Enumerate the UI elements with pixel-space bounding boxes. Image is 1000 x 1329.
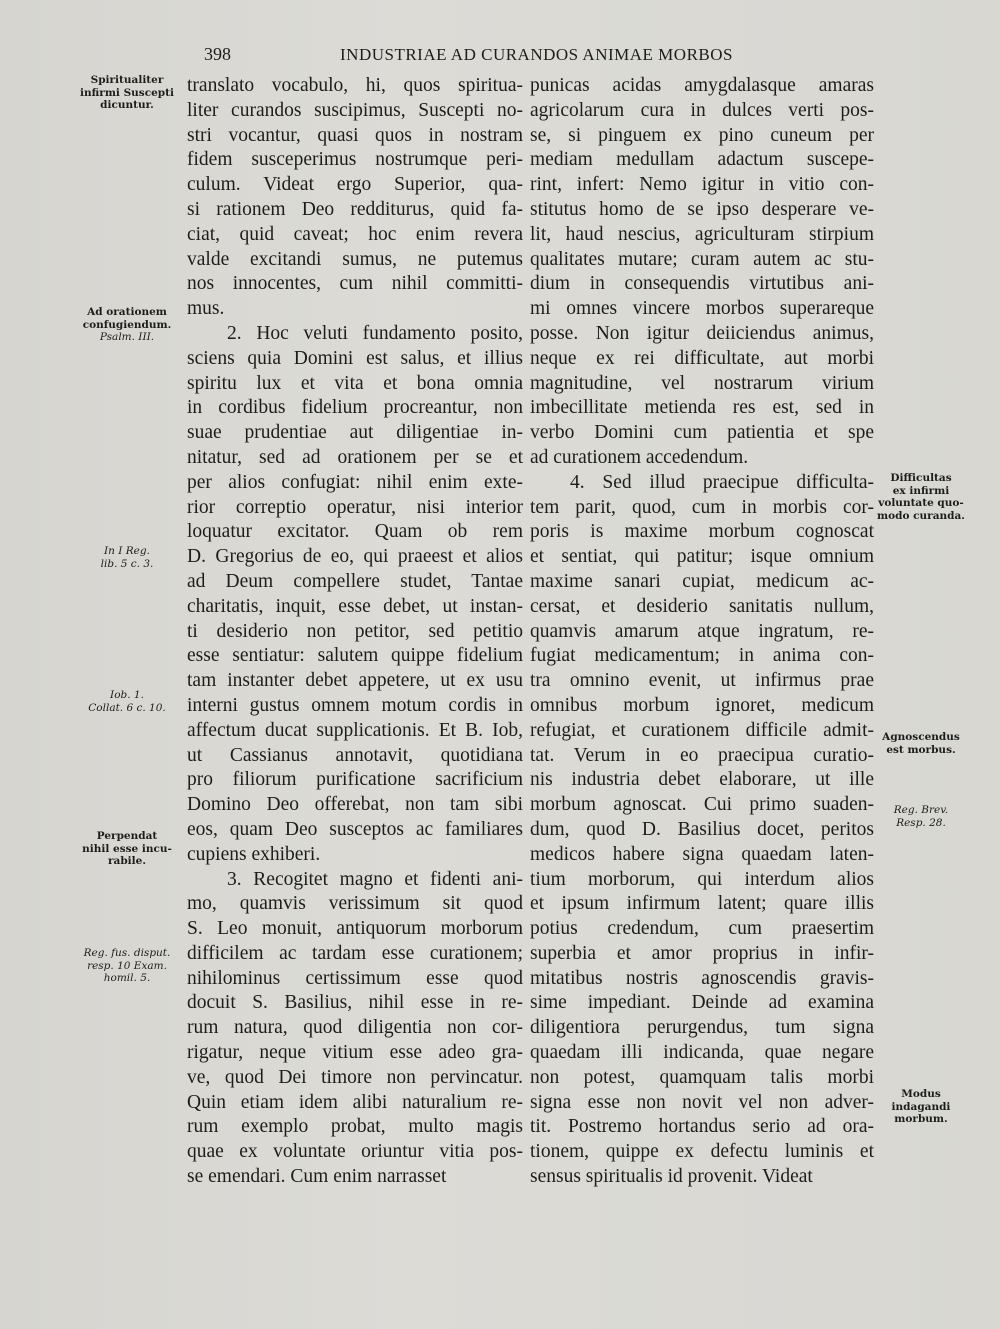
text-line: diligentiora perurgendus, tum signa — [530, 1017, 874, 1039]
text-line: mediam medullam adactum suscepe- — [530, 149, 874, 171]
text-line: omnibus morbum ignoret, medicum — [530, 694, 874, 716]
text-line: tionem, quippe ex defectu luminis et — [530, 1141, 874, 1163]
note-line: rabile. — [108, 855, 146, 867]
text-line: signa esse non novit vel non adver- — [530, 1091, 874, 1113]
note-line: indagandi — [891, 1100, 951, 1113]
note-line: ex infirmi — [892, 484, 950, 497]
text-line: translato vocabulo, hi, quos spiritua- — [187, 75, 523, 96]
text-line: cupiens exhiberi. — [187, 843, 321, 865]
text-line: morbum agnoscat. Cui primo suaden- — [530, 794, 874, 816]
text-line: fugiat medicamentum; in anima con- — [530, 645, 874, 667]
note-line: infirmi Suscepti — [80, 86, 174, 99]
text-line: se emendari. Cum enim narrasset — [187, 1166, 447, 1188]
text-line: tem parit, quod, cum in morbis cor- — [530, 496, 874, 518]
text-line: cersat, et desiderio sanitatis nullum, — [530, 595, 874, 617]
text-line: mo, quamvis verissimum sit quod — [187, 893, 523, 915]
text-line: difficilem ac tardam esse curationem; — [187, 942, 523, 964]
text-line: verbo Domini cum patientia et spe — [530, 422, 874, 444]
running-title: INDUSTRIAE AD CURANDOS ANIMAE MORBOS — [340, 45, 733, 64]
margin-note-left-2 — [72, 306, 182, 344]
text-line: medicos habere signa quaedam laten- — [530, 843, 874, 865]
text-line: quamvis amarum atque ingratum, re- — [530, 620, 874, 642]
text-line: si rationem Deo redditurus, quid fa- — [187, 198, 523, 220]
note-line: voluntate quo- — [878, 497, 964, 509]
note-line: modo curanda. — [877, 509, 965, 522]
text-line: dium in consequendis virtutibus ani- — [530, 273, 874, 295]
note-line: Resp. 28. — [896, 816, 946, 829]
note-line: morbum. — [894, 1113, 948, 1125]
text-line: loquatur excitator. Quam ob rem — [187, 521, 523, 543]
text-line: agricolarum cura in dulces verti pos- — [530, 99, 874, 121]
text-line: fidem susceperimus nostrumque peri- — [187, 149, 523, 171]
page-number: 398 — [204, 44, 231, 64]
text-line: qualitates mutare; curam autem ac stu- — [530, 248, 874, 270]
margin-note-left-1 — [72, 74, 182, 112]
text-line: ad Deum compellere studet, Tantae — [187, 570, 523, 592]
text-line: Quin etiam idem alibi naturalium re- — [187, 1091, 523, 1113]
note-line: nihil esse incu- — [82, 842, 172, 855]
text-line: ut Cassianus annotavit, quotidiana — [187, 744, 523, 766]
text-line: eos, quam Deo susceptos ac familiares — [187, 818, 523, 840]
text-line: se, si pinguem ex pino cuneum per — [530, 124, 874, 146]
margin-note-right-3 — [876, 804, 966, 829]
text-line: superbia et amor proprius in infir- — [530, 942, 874, 964]
margin-note-left-6 — [72, 947, 182, 985]
note-line: Agnoscendus — [882, 731, 960, 743]
text-line: lit, haud nescius, agriculturam stirpium — [530, 223, 874, 245]
note-line: Spiritualiter — [90, 74, 164, 86]
text-line: sciens quia Domini est salus, et illius — [187, 347, 523, 369]
text-line: 4. Sed illud praecipue difficulta- — [570, 471, 874, 493]
text-line: rint, infert: Nemo igitur in vitio con- — [530, 174, 874, 196]
text-line: magnitudine, vel nostrarum virium — [530, 372, 874, 394]
text-line: per alios confugiat: nihil enim exte- — [187, 471, 523, 493]
text-line: rum natura, quod diligentia non cor- — [187, 1017, 523, 1039]
text-line: ti desiderio non petitor, sed petitio — [187, 620, 523, 642]
margin-note-left-3 — [72, 545, 182, 570]
text-line: punicas acidas amygdalasque amaras — [530, 75, 874, 96]
text-line: tam instanter debet appetere, ut ex usu — [187, 670, 523, 692]
text-line: in cordibus fidelium procreantur, non — [187, 397, 523, 419]
note-line: est morbus. — [886, 743, 956, 756]
text-line: mus. — [187, 298, 225, 320]
text-line: refugiat, et curationem difficile admit- — [530, 719, 874, 741]
text-line: dum, quod D. Basilius docet, peritos — [530, 818, 874, 840]
text-line: culum. Videat ergo Superior, qua- — [187, 174, 523, 196]
margin-note-right-4 — [876, 1088, 966, 1126]
note-line: Modus — [901, 1088, 941, 1100]
text-line: ciat, quid caveat; hoc enim revera — [187, 223, 523, 245]
text-line: S. Leo monuit, antiquorum morborum — [187, 918, 523, 940]
text-line: nitatur, sed ad orationem per se et — [187, 446, 523, 468]
note-line: dicuntur. — [100, 99, 154, 111]
text-line: et sentiat, qui patitur; isque omnium — [530, 546, 874, 568]
text-line: sime impediant. Deinde ad examina — [530, 992, 874, 1014]
text-line: mitatibus nostris agnoscendis gravis- — [530, 967, 874, 989]
text-line: sensus spiritualis id provenit. Videat — [530, 1166, 813, 1188]
note-line: homil. 5. — [103, 972, 151, 984]
note-line: Ad orationem — [87, 306, 167, 318]
text-line: affectum ducat supplicationis. Et B. Iob, — [187, 719, 523, 741]
text-line: imbecillitate metienda res est, sed in — [530, 397, 874, 419]
text-line: ve, quod Dei timore non pervincatur. — [187, 1066, 523, 1088]
text-line: Domino Deo offerebat, non tam sibi — [187, 794, 523, 816]
note-line: Perpendat — [96, 830, 158, 842]
text-line: valde excitandi sumus, ne putemus — [187, 248, 523, 270]
text-line: rigatur, neque vitium esse adeo gra- — [187, 1042, 523, 1064]
note-line: Reg. Brev. — [893, 804, 949, 816]
note-line: Collat. 6 c. 10. — [88, 701, 166, 714]
margin-note-left-5 — [72, 830, 182, 868]
text-line: mi omnes vincere morbos superareque — [530, 298, 874, 320]
page-header — [200, 44, 880, 72]
text-line: pro filiorum purificatione sacrificium — [187, 769, 523, 791]
note-line: Difficultas — [890, 472, 952, 484]
note-line: Iob. 1. — [110, 689, 144, 701]
text-line: quae ex voluntate oriuntur vitia pos- — [187, 1141, 523, 1163]
note-line: resp. 10 Exam. — [87, 959, 167, 972]
text-line: non potest, quamquam talis morbi — [530, 1066, 874, 1088]
text-line: esse sentiatur: salutem quippe fidelium — [187, 645, 523, 667]
text-line: rum exemplo probat, multo magis — [187, 1116, 523, 1138]
text-line: stitutus homo de se ipso desperare ve- — [530, 198, 874, 220]
text-line: nos innocentes, cum nihil committi- — [187, 273, 523, 295]
text-column-right — [530, 74, 874, 1190]
text-line: stri vocantur, quasi quos in nostram — [187, 124, 523, 146]
text-line: spiritu lux et vita et bona omnia — [187, 372, 523, 394]
text-line: tium morborum, qui interdum alios — [530, 868, 874, 890]
text-line: docuit S. Basilius, nihil esse in re- — [187, 992, 523, 1014]
text-line: posse. Non igitur deiiciendus animus, — [530, 322, 874, 344]
text-line: suae prudentiae aut diligentiae in- — [187, 422, 523, 444]
text-line: nihilominus certissimum esse quod — [187, 967, 523, 989]
text-line: liter curandos suscipimus, Suscepti no- — [187, 99, 523, 121]
text-line: maxime sanari cupiat, medicum ac- — [530, 570, 874, 592]
note-line: Reg. fus. disput. — [83, 947, 171, 959]
text-line: poris is maxime morbum cognoscat — [530, 521, 874, 543]
text-line: D. Gregorius de eo, qui praeest et alios — [187, 546, 523, 568]
margin-note-right-2 — [876, 731, 966, 756]
text-line: tra omnino evenit, ut infirmus prae — [530, 670, 874, 692]
text-line: et ipsum infirmum latent; quare illis — [530, 893, 874, 915]
text-line: 2. Hoc veluti fundamento posito, — [227, 322, 523, 344]
note-line: confugiendum. — [82, 318, 172, 331]
text-line: neque ex rei difficultate, aut morbi — [530, 347, 874, 369]
text-line: 3. Recogitet magno et fidenti ani- — [227, 868, 523, 890]
text-line: charitatis, inquit, esse debet, ut instan- — [187, 595, 523, 617]
text-line: nis industria debet elaborare, ut ille — [530, 769, 874, 791]
text-line: tat. Verum in eo praecipua curatio- — [530, 744, 874, 766]
text-line: rior correptio operatur, nisi interior — [187, 496, 523, 518]
text-line: quaedam illi indicanda, quae negare — [530, 1042, 874, 1064]
margin-note-right-1 — [876, 472, 966, 522]
text-line: ad curationem accedendum. — [530, 446, 749, 468]
text-column-left — [187, 74, 523, 1190]
note-line: In I Reg. — [104, 545, 150, 557]
note-line: lib. 5 c. 3. — [100, 557, 154, 570]
text-line: potius credendum, cum praesertim — [530, 918, 874, 940]
text-line: interni gustus omnem motum cordis in — [187, 694, 523, 716]
note-line: Psalm. III. — [99, 331, 155, 343]
text-line: tit. Postremo hortandus serio ad ora- — [530, 1116, 874, 1138]
margin-note-left-4 — [72, 689, 182, 714]
